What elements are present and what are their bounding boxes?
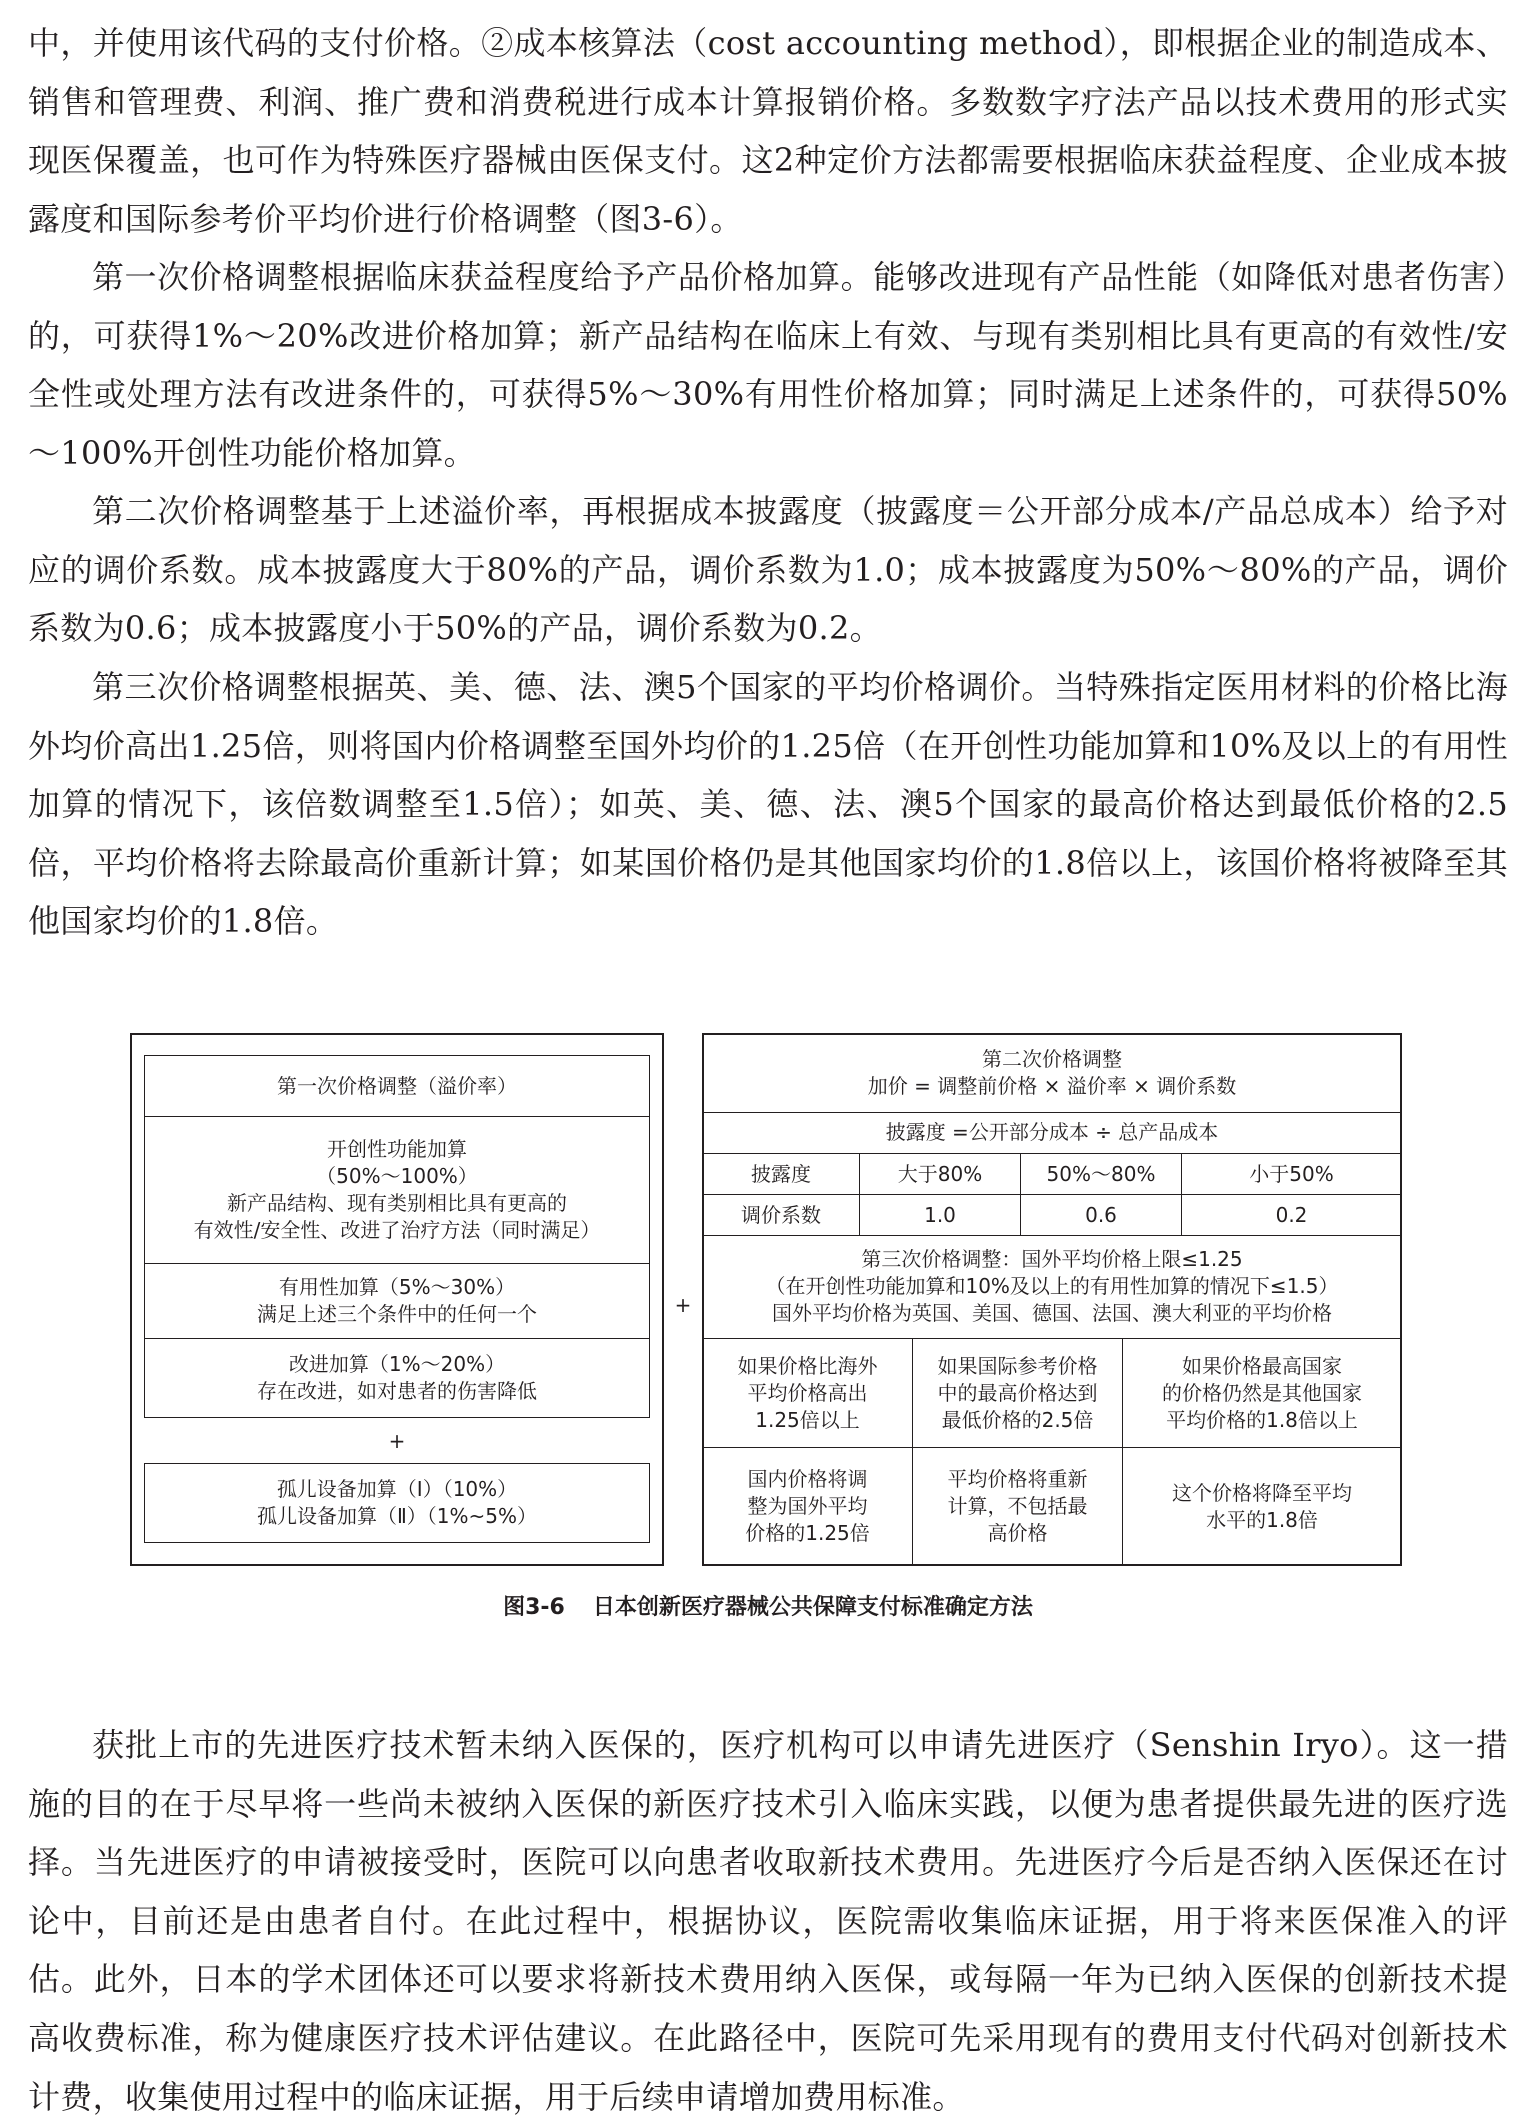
figure-3-6-diagram (130, 1033, 1402, 1573)
left-plus-sign: + (388, 1429, 406, 1453)
usefulness-box: 有用性加算（5%～30%） 满足上述三个条件中的任何一个 (144, 1263, 650, 1339)
condition-highest-country: 如果价格最高国家 的价格仍然是其他国家 平均价格的1.8倍以上 (1122, 1338, 1402, 1448)
result-domestic-adjust: 国内价格将调 整为国外平均 价格的1.25倍 (702, 1447, 913, 1566)
pioneering-function-box: 开创性功能加算 （50%～100%） 新产品结构、现有类别相比具有更高的 有效性/安全性、改进了治疗方法（同时满足） (144, 1116, 650, 1264)
table-cell-disclosure-label: 披露度 (702, 1153, 860, 1195)
paragraph-first-adjustment: 第一次价格调整根据临床获益程度给予产品价格加算。能够改进现有产品性能（如降低对患者伤害）的，可获得1%～20%改进价格加算；新产品结构在临床上有效、与现有类别相比具有更高的有效性/安全性或处理方法有改进条件的，可获得5%～30%有用性价格加算；同时满足上述条件的，可获得50%～100%开创性功能价格加算。 (28, 258, 1508, 472)
table-cell-coefficient-2: 0.6 (1020, 1194, 1182, 1236)
table-cell-coefficient-1: 1.0 (859, 1194, 1021, 1236)
result-recalculate-average: 平均价格将重新 计算，不包括最 高价格 (912, 1447, 1123, 1566)
paragraph-senshin-iryo: 获批上市的先进医疗技术暂未纳入医保的，医疗机构可以申请先进医疗（Senshin Iryo）。这一措施的目的在于尽早将一些尚未被纳入医保的新医疗技术引入临床实践，以便为患者提供最先进的医疗选择。当先进医疗的申请被接受时，医院可以向患者收取新技术费用。先进医疗今后是否纳入医保还在讨论中，目前还是由患者自付。在此过程中，根据协议，医院需收集临床证据，用于将来医保准入的评估。此外，日本的学术团体还可以要求将新技术费用纳入医保，或每隔一年为已纳入医保的创新技术提高收费标准，称为健康医疗技术评估建议。在此路径中，医院可先采用现有的费用支付代码对创新技术计费，收集使用过程中的临床证据，用于后续申请增加费用标准。 (28, 1726, 1508, 2116)
orphan-device-box: 孤儿设备加算（Ⅰ）（10%） 孤儿设备加算（Ⅱ）（1%~5%） (144, 1463, 650, 1543)
improvement-box: 改进加算（1%～20%） 存在改进，如对患者的伤害降低 (144, 1338, 650, 1418)
table-cell-over-80: 大于80% (859, 1153, 1021, 1195)
table-cell-under-50: 小于50% (1181, 1153, 1402, 1195)
figure-title: 日本创新医疗器械公共保障支付标准确定方法 (592, 1595, 1033, 1620)
condition-max-reference: 如果国际参考价格 中的最高价格达到 最低价格的2.5倍 (912, 1338, 1123, 1448)
figure-caption (0, 1590, 1536, 1621)
middle-plus-sign: + (674, 1293, 692, 1317)
disclosure-formula: 披露度 =公开部分成本 ÷ 总产品成本 (702, 1112, 1402, 1154)
third-adjustment-header: 第三次价格调整：国外平均价格上限≤1.25 （在开创性功能加算和10%及以上的有用性加算的情况下≤1.5） 国外平均价格为英国、美国、德国、法国、澳大利亚的平均价格 (702, 1235, 1402, 1339)
figure-number: 图3-6 (503, 1595, 565, 1620)
table-cell-coefficient-3: 0.2 (1181, 1194, 1402, 1236)
first-adjustment-header: 第一次价格调整（溢价率） (144, 1055, 650, 1117)
paragraph-third-adjustment: 第三次价格调整根据英、美、德、法、澳5个国家的平均价格调价。当特殊指定医用材料的价格比海外均价高出1.25倍，则将国内价格调整至国外均价的1.25倍（在开创性功能加算和10%及以上的有用性加算的情况下，该倍数调整至1.5倍）；如英、美、德、法、澳5个国家的最高价格达到最低价格的2.5倍，平均价格将去除最高价重新计算；如某国价格仍是其他国家均价的1.8倍以上，该国价格将被降至其他国家均价的1.8倍。 (28, 668, 1508, 941)
result-reduce-to-1-8: 这个价格将降至平均 水平的1.8倍 (1122, 1447, 1402, 1566)
paragraph-second-adjustment: 第二次价格调整基于上述溢价率，再根据成本披露度（披露度＝公开部分成本/产品总成本）给予对应的调价系数。成本披露度大于80%的产品，调价系数为1.0；成本披露度为50%～80%的产品，调价系数为0.6；成本披露度小于50%的产品，调价系数为0.2。 (28, 492, 1508, 648)
condition-overseas-average: 如果价格比海外 平均价格高出 1.25倍以上 (702, 1338, 913, 1448)
table-cell-50-80: 50%～80% (1020, 1153, 1182, 1195)
table-cell-coefficient-label: 调价系数 (702, 1194, 860, 1236)
second-adjustment-header: 第二次价格调整 加价 = 调整前价格 × 溢价率 × 调价系数 (702, 1033, 1402, 1113)
paragraph-pricing-methods: 中，并使用该代码的支付价格。②成本核算法（cost accounting method），即根据企业的制造成本、销售和管理费、利润、推广费和消费税进行成本计算报销价格。多数数字疗法产品以技术费用的形式实现医保覆盖，也可作为特殊医疗器械由医保支付。这2种定价方法都需要根据临床获益程度、企业成本披露度和国际参考价平均价进行价格调整（图3-6）。 (28, 24, 1508, 238)
